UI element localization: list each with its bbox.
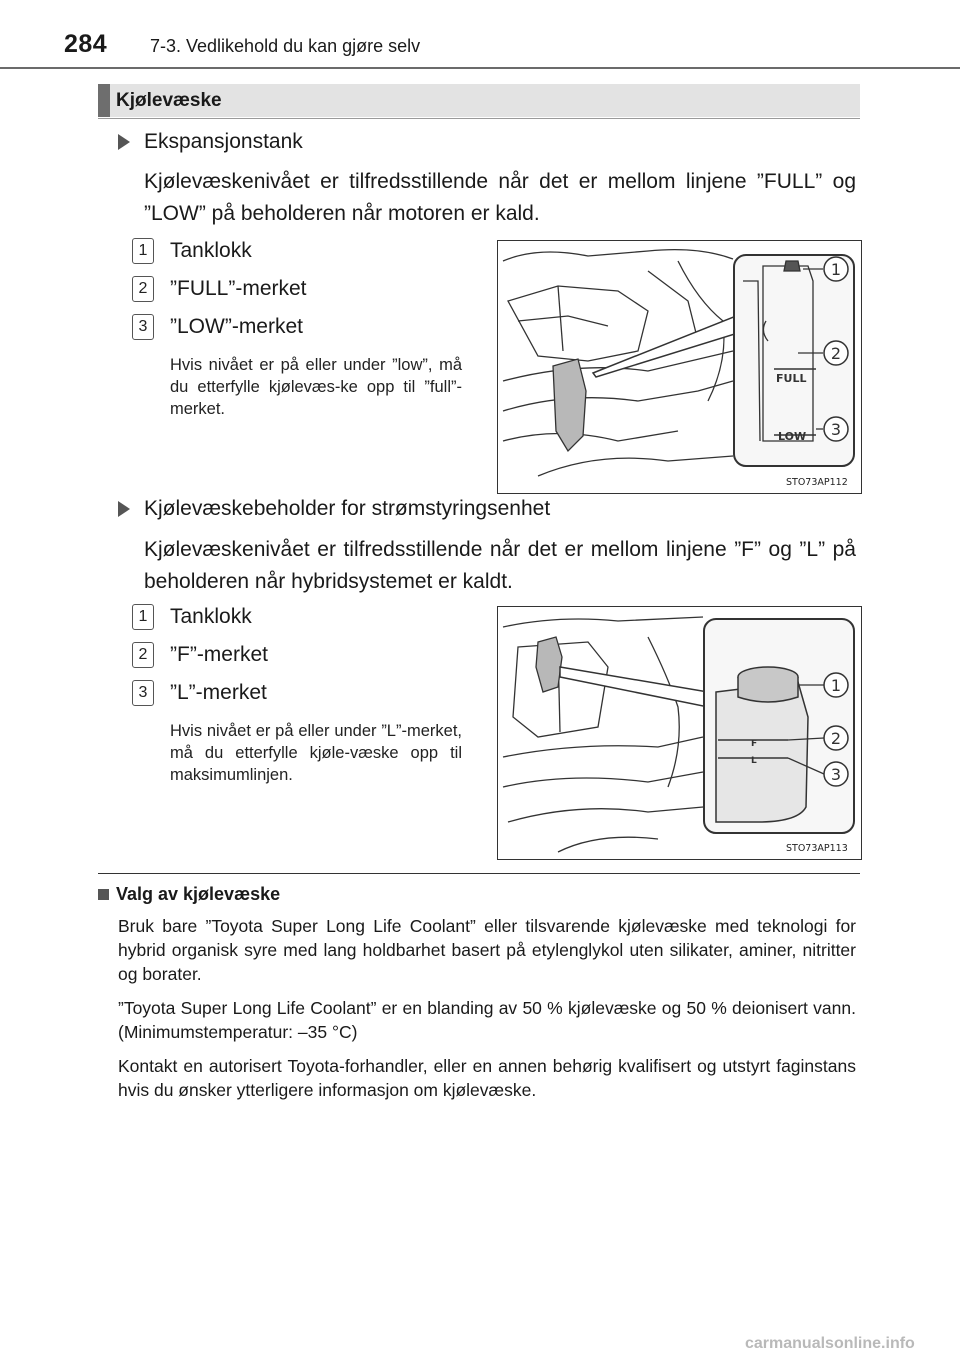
l-level-label: L [751, 756, 757, 766]
section-title-bar [98, 84, 860, 117]
section-title: Kjølevæske [116, 90, 222, 111]
engine-bay-illustration [498, 607, 861, 859]
item-number-badge: 1 [132, 238, 154, 264]
low-level-label: LOW [778, 430, 807, 443]
item-number-badge: 2 [132, 642, 154, 668]
callout-marker: 1 [830, 260, 842, 279]
pcu-reservoir-heading [118, 497, 818, 523]
expansion-tank-description: Kjølevæskenivået er tilfredsstillende når det er mellom linjene ”FULL” og ”LOW” på beholderen når motoren er kald. [144, 170, 856, 225]
item-label-full-mark: ”FULL”-merket [170, 277, 307, 300]
arrow-bullet-icon [118, 134, 130, 150]
pcu-reservoir-description: Kjølevæskenivået er tilfredsstillende når det er mellom linjene ”F” og ”L” på beholderen når hybridsystemet er kaldt. [144, 538, 856, 593]
item-label-low-mark: ”LOW”-merket [170, 315, 303, 338]
callout-marker: 2 [830, 344, 842, 363]
item-label-l-mark: ”L”-merket [170, 681, 267, 704]
callout-marker: 3 [830, 765, 842, 784]
figure-code: STO73AP113 [786, 843, 848, 854]
expansion-tank-heading-text: Ekspansjonstank [144, 130, 303, 153]
coolant-selection-heading [98, 884, 280, 905]
pcu-reservoir-note: Hvis nivået er på eller under ”L”-merket, må du etterfylle kjøle-væske opp til maksimumlinjen. [170, 722, 462, 784]
square-bullet-icon [98, 889, 109, 900]
section-divider [98, 873, 860, 874]
item-label-f-mark: ”F”-merket [170, 643, 268, 666]
expansion-tank-heading [118, 130, 818, 156]
coolant-paragraph: Kontakt en autorisert Toyota-forhandler, eller en annen behørig kvalifisert og utstyrt faginstans hvis du ønsker ytterligere informasjon om kjølevæske. [118, 1056, 856, 1100]
reservoir-highlight [536, 637, 562, 692]
footer-watermark: carmanualsonline.info [745, 1335, 915, 1352]
section-accent [98, 84, 110, 117]
coolant-paragraph: Bruk bare ”Toyota Super Long Life Coolant” eller tilsvarende kjølevæske med teknologi for hybrid organisk syre med lang holdbarhet basert på etylenglykol uten silikater, aminer, nitritter og borater. [118, 916, 856, 984]
callout-marker: 2 [830, 729, 842, 748]
section-underline [98, 118, 860, 119]
page-number: 284 [64, 30, 108, 58]
header-divider [0, 67, 960, 69]
item-number-badge: 3 [132, 680, 154, 706]
chapter-title: 7-3. Vedlikehold du kan gjøre selv [150, 36, 421, 56]
f-level-label: F [751, 739, 758, 749]
item-number-badge: 3 [132, 314, 154, 340]
expansion-tank-note: Hvis nivået er på eller under ”low”, må du etterfylle kjølevæs-ke opp til ”full”-merket. [170, 356, 462, 418]
callout-marker: 1 [830, 676, 842, 695]
reservoir-highlight [553, 359, 586, 451]
item-label-tank-cap: Tanklokk [170, 605, 252, 628]
item-number-badge: 2 [132, 276, 154, 302]
pcu-reservoir-heading-text: Kjølevæskebeholder for strømstyringsenhet [144, 497, 551, 520]
item-number-badge: 1 [132, 604, 154, 630]
pcu-reservoir-figure [497, 606, 862, 860]
coolant-selection-heading-text: Valg av kjølevæske [116, 884, 281, 904]
figure-code: STO73AP112 [786, 477, 848, 488]
callout-marker: 3 [830, 420, 842, 439]
item-label-tank-cap: Tanklokk [170, 239, 252, 262]
arrow-bullet-icon [118, 501, 130, 517]
coolant-paragraph: ”Toyota Super Long Life Coolant” er en blanding av 50 % kjølevæske og 50 % deionisert vann. (Minimumstemperatur: –35 °C) [118, 998, 856, 1042]
full-level-label: FULL [776, 372, 807, 385]
expansion-tank-figure [497, 240, 862, 494]
engine-bay-illustration [498, 241, 861, 493]
